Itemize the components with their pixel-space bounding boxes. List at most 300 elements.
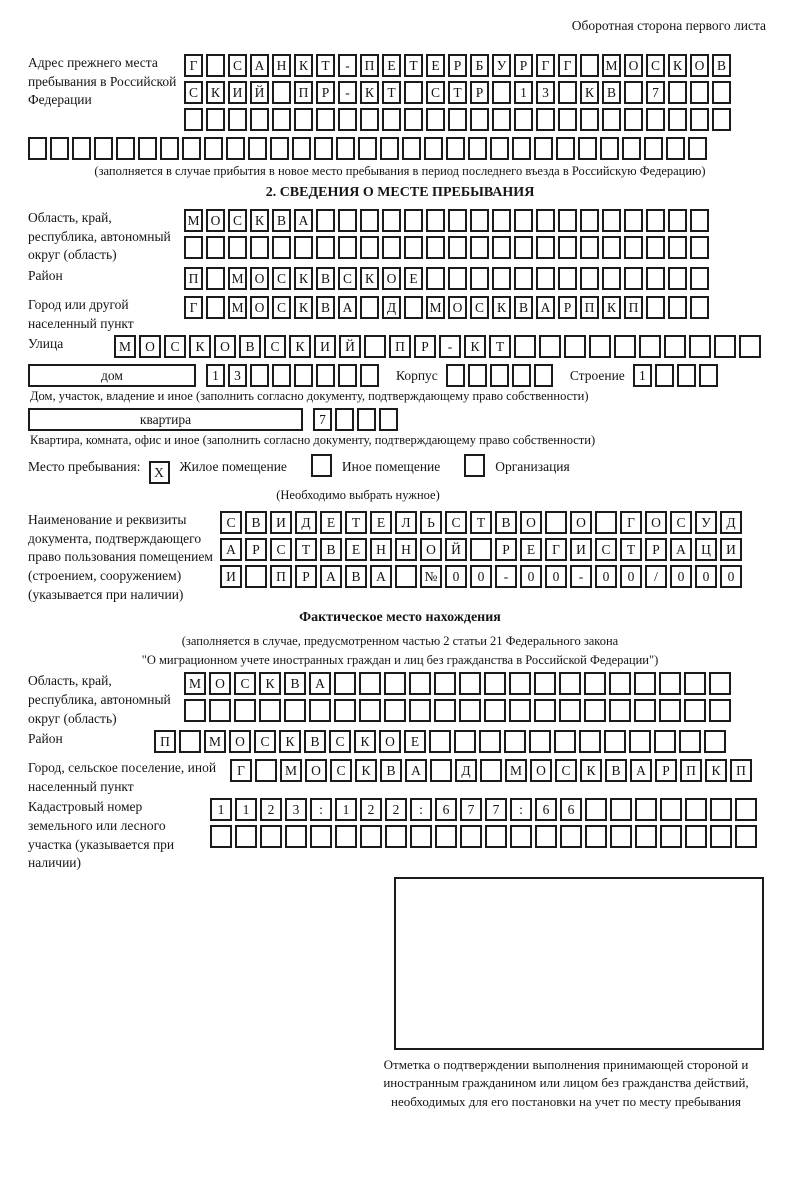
form-cell[interactable]: О (690, 54, 709, 77)
form-cell[interactable] (284, 699, 306, 722)
form-cell[interactable] (589, 335, 611, 358)
form-cell[interactable] (492, 81, 511, 104)
form-cell[interactable] (699, 364, 718, 387)
form-cell[interactable]: Р (558, 296, 577, 319)
form-cell[interactable] (479, 730, 501, 753)
form-cell[interactable]: В (605, 759, 627, 782)
form-cell[interactable] (294, 364, 313, 387)
form-cell[interactable] (585, 825, 607, 848)
form-cell[interactable] (248, 137, 267, 160)
form-cell[interactable]: С (445, 511, 467, 534)
form-cell[interactable]: Р (245, 538, 267, 561)
form-cell[interactable] (690, 81, 709, 104)
form-cell[interactable]: П (624, 296, 643, 319)
form-cell[interactable] (446, 137, 465, 160)
form-cell[interactable] (509, 699, 531, 722)
form-cell[interactable]: И (314, 335, 336, 358)
form-cell[interactable]: Д (455, 759, 477, 782)
form-cell[interactable]: К (354, 730, 376, 753)
form-cell[interactable] (629, 730, 651, 753)
form-cell[interactable]: А (536, 296, 555, 319)
form-cell[interactable]: Д (382, 296, 401, 319)
form-cell[interactable] (206, 108, 225, 131)
form-cell[interactable] (272, 81, 291, 104)
form-cell[interactable] (272, 108, 291, 131)
form-cell[interactable]: Ц (695, 538, 717, 561)
form-cell[interactable] (664, 335, 686, 358)
form-cell[interactable]: У (695, 511, 717, 534)
form-cell[interactable]: : (410, 798, 432, 821)
form-cell[interactable]: : (510, 798, 532, 821)
form-cell[interactable]: С (254, 730, 276, 753)
form-cell[interactable]: В (345, 565, 367, 588)
form-cell[interactable] (335, 408, 354, 431)
form-cell[interactable] (206, 54, 225, 77)
form-cell[interactable] (484, 699, 506, 722)
form-cell[interactable] (334, 699, 356, 722)
form-cell[interactable]: П (360, 54, 379, 77)
form-cell[interactable]: Н (272, 54, 291, 77)
form-cell[interactable]: С (228, 54, 247, 77)
form-cell[interactable] (259, 699, 281, 722)
form-cell[interactable]: 6 (435, 798, 457, 821)
form-cell[interactable]: 1 (335, 798, 357, 821)
form-cell[interactable]: Д (295, 511, 317, 534)
form-cell[interactable]: № (420, 565, 442, 588)
form-cell[interactable] (409, 672, 431, 695)
form-cell[interactable]: П (730, 759, 752, 782)
form-cell[interactable]: 0 (620, 565, 642, 588)
form-cell[interactable] (579, 730, 601, 753)
form-cell[interactable]: 3 (285, 798, 307, 821)
form-cell[interactable] (316, 236, 335, 259)
form-cell[interactable]: С (228, 209, 247, 232)
form-cell[interactable]: М (280, 759, 302, 782)
form-cell[interactable]: Л (395, 511, 417, 534)
form-cell[interactable]: Р (414, 335, 436, 358)
form-cell[interactable] (609, 699, 631, 722)
form-cell[interactable] (602, 209, 621, 232)
form-cell[interactable]: Е (370, 511, 392, 534)
form-cell[interactable]: Г (184, 296, 203, 319)
form-cell[interactable]: М (204, 730, 226, 753)
form-cell[interactable] (609, 672, 631, 695)
form-cell[interactable] (646, 209, 665, 232)
form-cell[interactable]: Р (448, 54, 467, 77)
form-cell[interactable] (668, 81, 687, 104)
form-cell[interactable]: В (712, 54, 731, 77)
form-cell[interactable]: В (514, 296, 533, 319)
form-cell[interactable]: В (495, 511, 517, 534)
form-cell[interactable] (504, 730, 526, 753)
form-cell[interactable] (50, 137, 69, 160)
form-cell[interactable]: С (234, 672, 256, 695)
form-cell[interactable]: П (154, 730, 176, 753)
form-cell[interactable]: Р (295, 565, 317, 588)
form-cell[interactable]: - (439, 335, 461, 358)
form-cell[interactable]: 2 (260, 798, 282, 821)
form-cell[interactable]: М (184, 209, 203, 232)
form-cell[interactable]: К (492, 296, 511, 319)
form-cell[interactable] (316, 108, 335, 131)
form-cell[interactable]: В (304, 730, 326, 753)
form-cell[interactable] (580, 236, 599, 259)
form-cell[interactable] (580, 209, 599, 232)
form-cell[interactable]: Е (320, 511, 342, 534)
form-cell[interactable] (179, 730, 201, 753)
form-cell[interactable] (209, 699, 231, 722)
form-cell[interactable] (688, 137, 707, 160)
form-cell[interactable] (685, 825, 707, 848)
form-cell[interactable]: К (294, 267, 313, 290)
form-cell[interactable] (285, 825, 307, 848)
form-cell[interactable]: Ь (420, 511, 442, 534)
form-cell[interactable] (512, 137, 531, 160)
form-cell[interactable]: А (220, 538, 242, 561)
form-cell[interactable] (470, 538, 492, 561)
form-cell[interactable] (335, 825, 357, 848)
form-cell[interactable] (426, 209, 445, 232)
form-cell[interactable]: / (645, 565, 667, 588)
form-cell[interactable] (578, 137, 597, 160)
form-cell[interactable] (490, 137, 509, 160)
form-cell[interactable] (435, 825, 457, 848)
form-cell[interactable] (382, 236, 401, 259)
form-cell[interactable]: Е (426, 54, 445, 77)
form-cell[interactable] (534, 137, 553, 160)
form-cell[interactable]: В (320, 538, 342, 561)
form-cell[interactable] (316, 364, 335, 387)
form-cell[interactable] (448, 267, 467, 290)
form-cell[interactable] (514, 335, 536, 358)
form-cell[interactable]: 1 (235, 798, 257, 821)
form-cell[interactable] (690, 209, 709, 232)
form-cell[interactable] (602, 236, 621, 259)
form-cell[interactable]: М (602, 54, 621, 77)
form-cell[interactable] (429, 730, 451, 753)
form-cell[interactable]: Т (316, 54, 335, 77)
form-cell[interactable] (210, 825, 232, 848)
form-cell[interactable]: С (270, 538, 292, 561)
form-cell[interactable] (234, 699, 256, 722)
form-cell[interactable] (360, 364, 379, 387)
form-cell[interactable]: В (272, 209, 291, 232)
form-cell[interactable] (558, 267, 577, 290)
form-cell[interactable]: Б (470, 54, 489, 77)
form-cell[interactable] (659, 672, 681, 695)
form-cell[interactable] (584, 699, 606, 722)
form-cell[interactable]: 6 (560, 798, 582, 821)
form-cell[interactable] (559, 672, 581, 695)
form-cell[interactable]: Н (395, 538, 417, 561)
form-cell[interactable] (338, 108, 357, 131)
form-cell[interactable] (560, 825, 582, 848)
form-cell[interactable] (646, 267, 665, 290)
form-cell[interactable] (536, 108, 555, 131)
form-cell[interactable]: М (228, 296, 247, 319)
form-cell[interactable]: 0 (695, 565, 717, 588)
form-cell[interactable] (712, 108, 731, 131)
form-cell[interactable] (485, 825, 507, 848)
form-cell[interactable] (470, 209, 489, 232)
form-cell[interactable] (94, 137, 113, 160)
form-cell[interactable] (184, 108, 203, 131)
form-cell[interactable]: 6 (535, 798, 557, 821)
form-cell[interactable]: С (272, 267, 291, 290)
form-cell[interactable]: Й (339, 335, 361, 358)
form-cell[interactable] (446, 364, 465, 387)
form-cell[interactable] (635, 798, 657, 821)
form-cell[interactable]: К (294, 54, 313, 77)
form-cell[interactable] (624, 81, 643, 104)
form-cell[interactable]: - (338, 81, 357, 104)
form-cell[interactable] (584, 672, 606, 695)
form-cell[interactable] (660, 798, 682, 821)
form-cell[interactable] (558, 236, 577, 259)
form-cell[interactable]: К (602, 296, 621, 319)
form-cell[interactable] (430, 759, 452, 782)
form-cell[interactable] (668, 236, 687, 259)
form-cell[interactable]: С (470, 296, 489, 319)
form-cell[interactable] (690, 267, 709, 290)
form-cell[interactable] (646, 236, 665, 259)
form-cell[interactable]: 1 (514, 81, 533, 104)
form-cell[interactable]: О (624, 54, 643, 77)
form-cell[interactable] (536, 209, 555, 232)
form-cell[interactable] (382, 108, 401, 131)
form-cell[interactable] (635, 825, 657, 848)
form-cell[interactable] (426, 108, 445, 131)
form-cell[interactable]: К (464, 335, 486, 358)
form-cell[interactable] (554, 730, 576, 753)
form-cell[interactable]: Т (448, 81, 467, 104)
form-cell[interactable]: О (250, 267, 269, 290)
form-cell[interactable]: 7 (485, 798, 507, 821)
form-cell[interactable]: И (720, 538, 742, 561)
form-cell[interactable] (735, 798, 757, 821)
form-cell[interactable] (409, 699, 431, 722)
form-cell[interactable]: М (228, 267, 247, 290)
form-cell[interactable]: 0 (545, 565, 567, 588)
form-cell[interactable] (459, 672, 481, 695)
form-cell[interactable] (690, 236, 709, 259)
form-cell[interactable] (492, 108, 511, 131)
form-cell[interactable] (634, 672, 656, 695)
form-cell[interactable]: К (250, 209, 269, 232)
form-cell[interactable]: С (338, 267, 357, 290)
form-cell[interactable] (558, 81, 577, 104)
form-cell[interactable] (228, 108, 247, 131)
form-cell[interactable] (204, 137, 223, 160)
form-cell[interactable]: Р (495, 538, 517, 561)
form-cell[interactable] (600, 137, 619, 160)
form-cell[interactable]: К (355, 759, 377, 782)
form-cell[interactable]: 0 (520, 565, 542, 588)
form-cell[interactable] (235, 825, 257, 848)
form-cell[interactable] (564, 335, 586, 358)
form-cell[interactable]: Е (404, 267, 423, 290)
form-cell[interactable]: О (448, 296, 467, 319)
form-cell[interactable] (514, 236, 533, 259)
form-cell[interactable] (459, 699, 481, 722)
form-cell[interactable]: Н (370, 538, 392, 561)
form-cell[interactable]: С (164, 335, 186, 358)
form-cell[interactable] (634, 699, 656, 722)
form-cell[interactable]: П (680, 759, 702, 782)
form-cell[interactable] (709, 672, 731, 695)
form-cell[interactable] (484, 672, 506, 695)
form-cell[interactable] (710, 825, 732, 848)
form-cell[interactable]: 0 (595, 565, 617, 588)
form-cell[interactable] (206, 296, 225, 319)
form-cell[interactable]: О (139, 335, 161, 358)
form-cell[interactable]: П (389, 335, 411, 358)
form-cell[interactable]: М (114, 335, 136, 358)
form-cell[interactable]: О (382, 267, 401, 290)
form-cell[interactable] (655, 364, 674, 387)
form-cell[interactable]: С (555, 759, 577, 782)
checkbox-other-premises[interactable] (311, 454, 332, 477)
form-cell[interactable]: 2 (360, 798, 382, 821)
form-cell[interactable] (272, 364, 291, 387)
form-cell[interactable]: С (330, 759, 352, 782)
form-cell[interactable]: И (570, 538, 592, 561)
form-cell[interactable]: Е (404, 730, 426, 753)
form-cell[interactable] (535, 825, 557, 848)
form-cell[interactable] (357, 408, 376, 431)
form-cell[interactable]: О (229, 730, 251, 753)
form-cell[interactable]: О (645, 511, 667, 534)
form-cell[interactable]: С (426, 81, 445, 104)
form-cell[interactable]: П (184, 267, 203, 290)
form-cell[interactable] (624, 108, 643, 131)
form-cell[interactable] (514, 209, 533, 232)
form-cell[interactable] (72, 137, 91, 160)
form-cell[interactable] (668, 296, 687, 319)
form-cell[interactable]: А (250, 54, 269, 77)
form-cell[interactable] (402, 137, 421, 160)
form-cell[interactable]: - (495, 565, 517, 588)
form-cell[interactable]: А (309, 672, 331, 695)
form-cell[interactable]: К (189, 335, 211, 358)
form-cell[interactable] (226, 137, 245, 160)
form-cell[interactable]: Г (545, 538, 567, 561)
form-cell[interactable] (184, 699, 206, 722)
form-cell[interactable]: Й (445, 538, 467, 561)
form-cell[interactable]: О (214, 335, 236, 358)
form-cell[interactable] (434, 672, 456, 695)
form-cell[interactable]: И (270, 511, 292, 534)
form-cell[interactable] (360, 296, 379, 319)
form-cell[interactable]: О (305, 759, 327, 782)
form-cell[interactable] (360, 236, 379, 259)
form-cell[interactable] (294, 108, 313, 131)
form-cell[interactable] (309, 699, 331, 722)
form-cell[interactable]: 1 (206, 364, 225, 387)
form-cell[interactable]: Р (655, 759, 677, 782)
form-cell[interactable] (359, 672, 381, 695)
form-cell[interactable] (654, 730, 676, 753)
form-cell[interactable] (685, 798, 707, 821)
form-cell[interactable]: А (630, 759, 652, 782)
form-cell[interactable]: Т (404, 54, 423, 77)
form-cell[interactable] (595, 511, 617, 534)
form-cell[interactable] (604, 730, 626, 753)
form-cell[interactable] (558, 108, 577, 131)
form-cell[interactable]: С (220, 511, 242, 534)
form-cell[interactable]: Г (536, 54, 555, 77)
form-cell[interactable] (534, 672, 556, 695)
form-cell[interactable]: К (259, 672, 281, 695)
form-cell[interactable] (360, 108, 379, 131)
form-cell[interactable] (404, 209, 423, 232)
form-cell[interactable] (138, 137, 157, 160)
form-cell[interactable] (556, 137, 575, 160)
form-cell[interactable] (614, 335, 636, 358)
form-cell[interactable] (424, 137, 443, 160)
form-cell[interactable] (395, 565, 417, 588)
form-cell[interactable] (182, 137, 201, 160)
form-cell[interactable] (385, 825, 407, 848)
form-cell[interactable] (509, 672, 531, 695)
form-cell[interactable] (512, 364, 531, 387)
form-cell[interactable]: Д (720, 511, 742, 534)
form-cell[interactable] (272, 236, 291, 259)
form-cell[interactable] (448, 108, 467, 131)
form-cell[interactable]: А (370, 565, 392, 588)
form-cell[interactable] (228, 236, 247, 259)
form-cell[interactable] (250, 236, 269, 259)
form-cell[interactable]: О (379, 730, 401, 753)
form-cell[interactable]: П (580, 296, 599, 319)
form-cell[interactable]: К (580, 759, 602, 782)
form-cell[interactable] (709, 699, 731, 722)
form-cell[interactable] (448, 236, 467, 259)
form-cell[interactable] (360, 209, 379, 232)
form-cell[interactable]: С (264, 335, 286, 358)
form-cell[interactable] (310, 825, 332, 848)
form-cell[interactable]: О (570, 511, 592, 534)
form-cell[interactable]: Р (316, 81, 335, 104)
form-cell[interactable] (534, 364, 553, 387)
form-cell[interactable] (659, 699, 681, 722)
form-cell[interactable]: Й (250, 81, 269, 104)
form-cell[interactable]: И (220, 565, 242, 588)
form-cell[interactable] (558, 209, 577, 232)
form-cell[interactable]: Т (382, 81, 401, 104)
form-cell[interactable] (364, 335, 386, 358)
form-cell[interactable] (666, 137, 685, 160)
form-cell[interactable] (460, 825, 482, 848)
form-cell[interactable] (660, 825, 682, 848)
form-cell[interactable] (714, 335, 736, 358)
form-cell[interactable]: 7 (313, 408, 332, 431)
form-cell[interactable] (184, 236, 203, 259)
form-cell[interactable]: И (228, 81, 247, 104)
form-cell[interactable] (668, 209, 687, 232)
form-cell[interactable]: 1 (210, 798, 232, 821)
form-cell[interactable] (359, 699, 381, 722)
form-cell[interactable]: К (360, 81, 379, 104)
form-cell[interactable]: Р (470, 81, 489, 104)
form-cell[interactable]: С (329, 730, 351, 753)
form-cell[interactable] (602, 267, 621, 290)
form-cell[interactable] (206, 236, 225, 259)
form-cell[interactable] (610, 825, 632, 848)
form-cell[interactable]: С (595, 538, 617, 561)
form-cell[interactable]: В (239, 335, 261, 358)
form-cell[interactable]: 7 (460, 798, 482, 821)
